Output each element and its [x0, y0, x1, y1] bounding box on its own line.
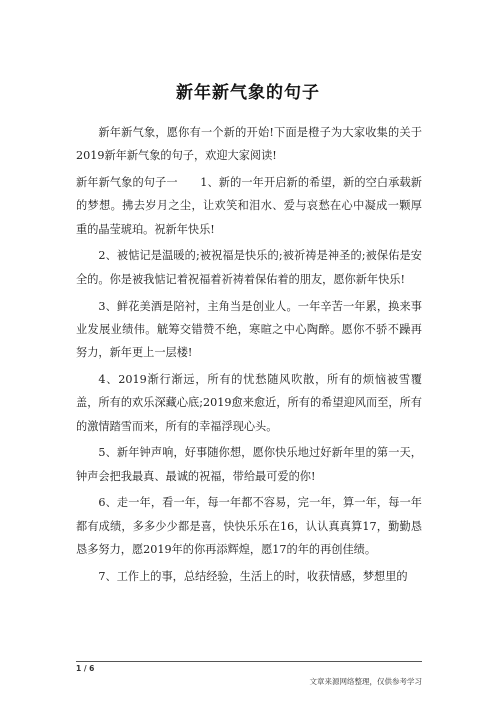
page-number: 1 / 6	[76, 664, 95, 673]
paragraph-item-2: 2、被惦记是温暖的;被祝福是快乐的;被祈祷是神圣的;被保佑是安全的。你是被我惦记着祝福着祈祷着保佑着的朋友，愿你新年快乐!	[76, 249, 422, 286]
paragraph-item-1: 新年新气象的句子一 1、新的一年开启新的希望，新的空白承载新的梦想。拂去岁月之尘，让欢笑和泪水、爱与哀愁在心中凝成一颗厚重的晶莹琥珀。祝新年快乐!	[76, 176, 422, 236]
footer-divider	[76, 661, 422, 662]
paragraph-item-7: 7、工作上的事，总结经验，生活上的时，收获情感，梦想里的	[98, 569, 408, 583]
document-body	[76, 121, 422, 592]
paragraph-intro: 新年新气象，愿你有一个新的开始!下面是橙子为大家收集的关于2019新年新气象的句子，欢迎大家阅读!	[76, 126, 422, 163]
document-title: 新年新气象的句子	[176, 83, 320, 103]
paragraph-item-4: 4、2019渐行渐远，所有的忧愁随风吹散，所有的烦恼被雪覆盖，所有的欢乐深藏心底;2019愈来愈近，所有的希望迎风而至，所有的激情踏雪而来，所有的幸福浮现心头。	[76, 372, 422, 433]
footer-source-note: 文章来源网络整理，仅供参考学习	[309, 677, 422, 686]
paragraph-item-6: 6、走一年，看一年，每一年都不容易，完一年，算一年，每一年都有成绩，多多少少都是喜，快快乐乐在16，认认真真算17，勤勤恳恳多努力，愿2019年的你再添辉煌，愿17的年的再创佳绩。	[76, 496, 422, 557]
paragraph-item-5: 5、新年钟声响，好事随你想，愿你快乐地过好新年里的第一天，钟声会把我最真、最诚的祝福，带给最可爱的你!	[76, 446, 422, 483]
paragraph-item-3: 3、鲜花美酒是陪衬，主角当是创业人。一年辛苦一年累，换来事业发展业绩伟。觥筹交错赞不绝，寒暄之中心陶醉。愿你不骄不躁再努力，新年更上一层楼!	[76, 299, 422, 360]
